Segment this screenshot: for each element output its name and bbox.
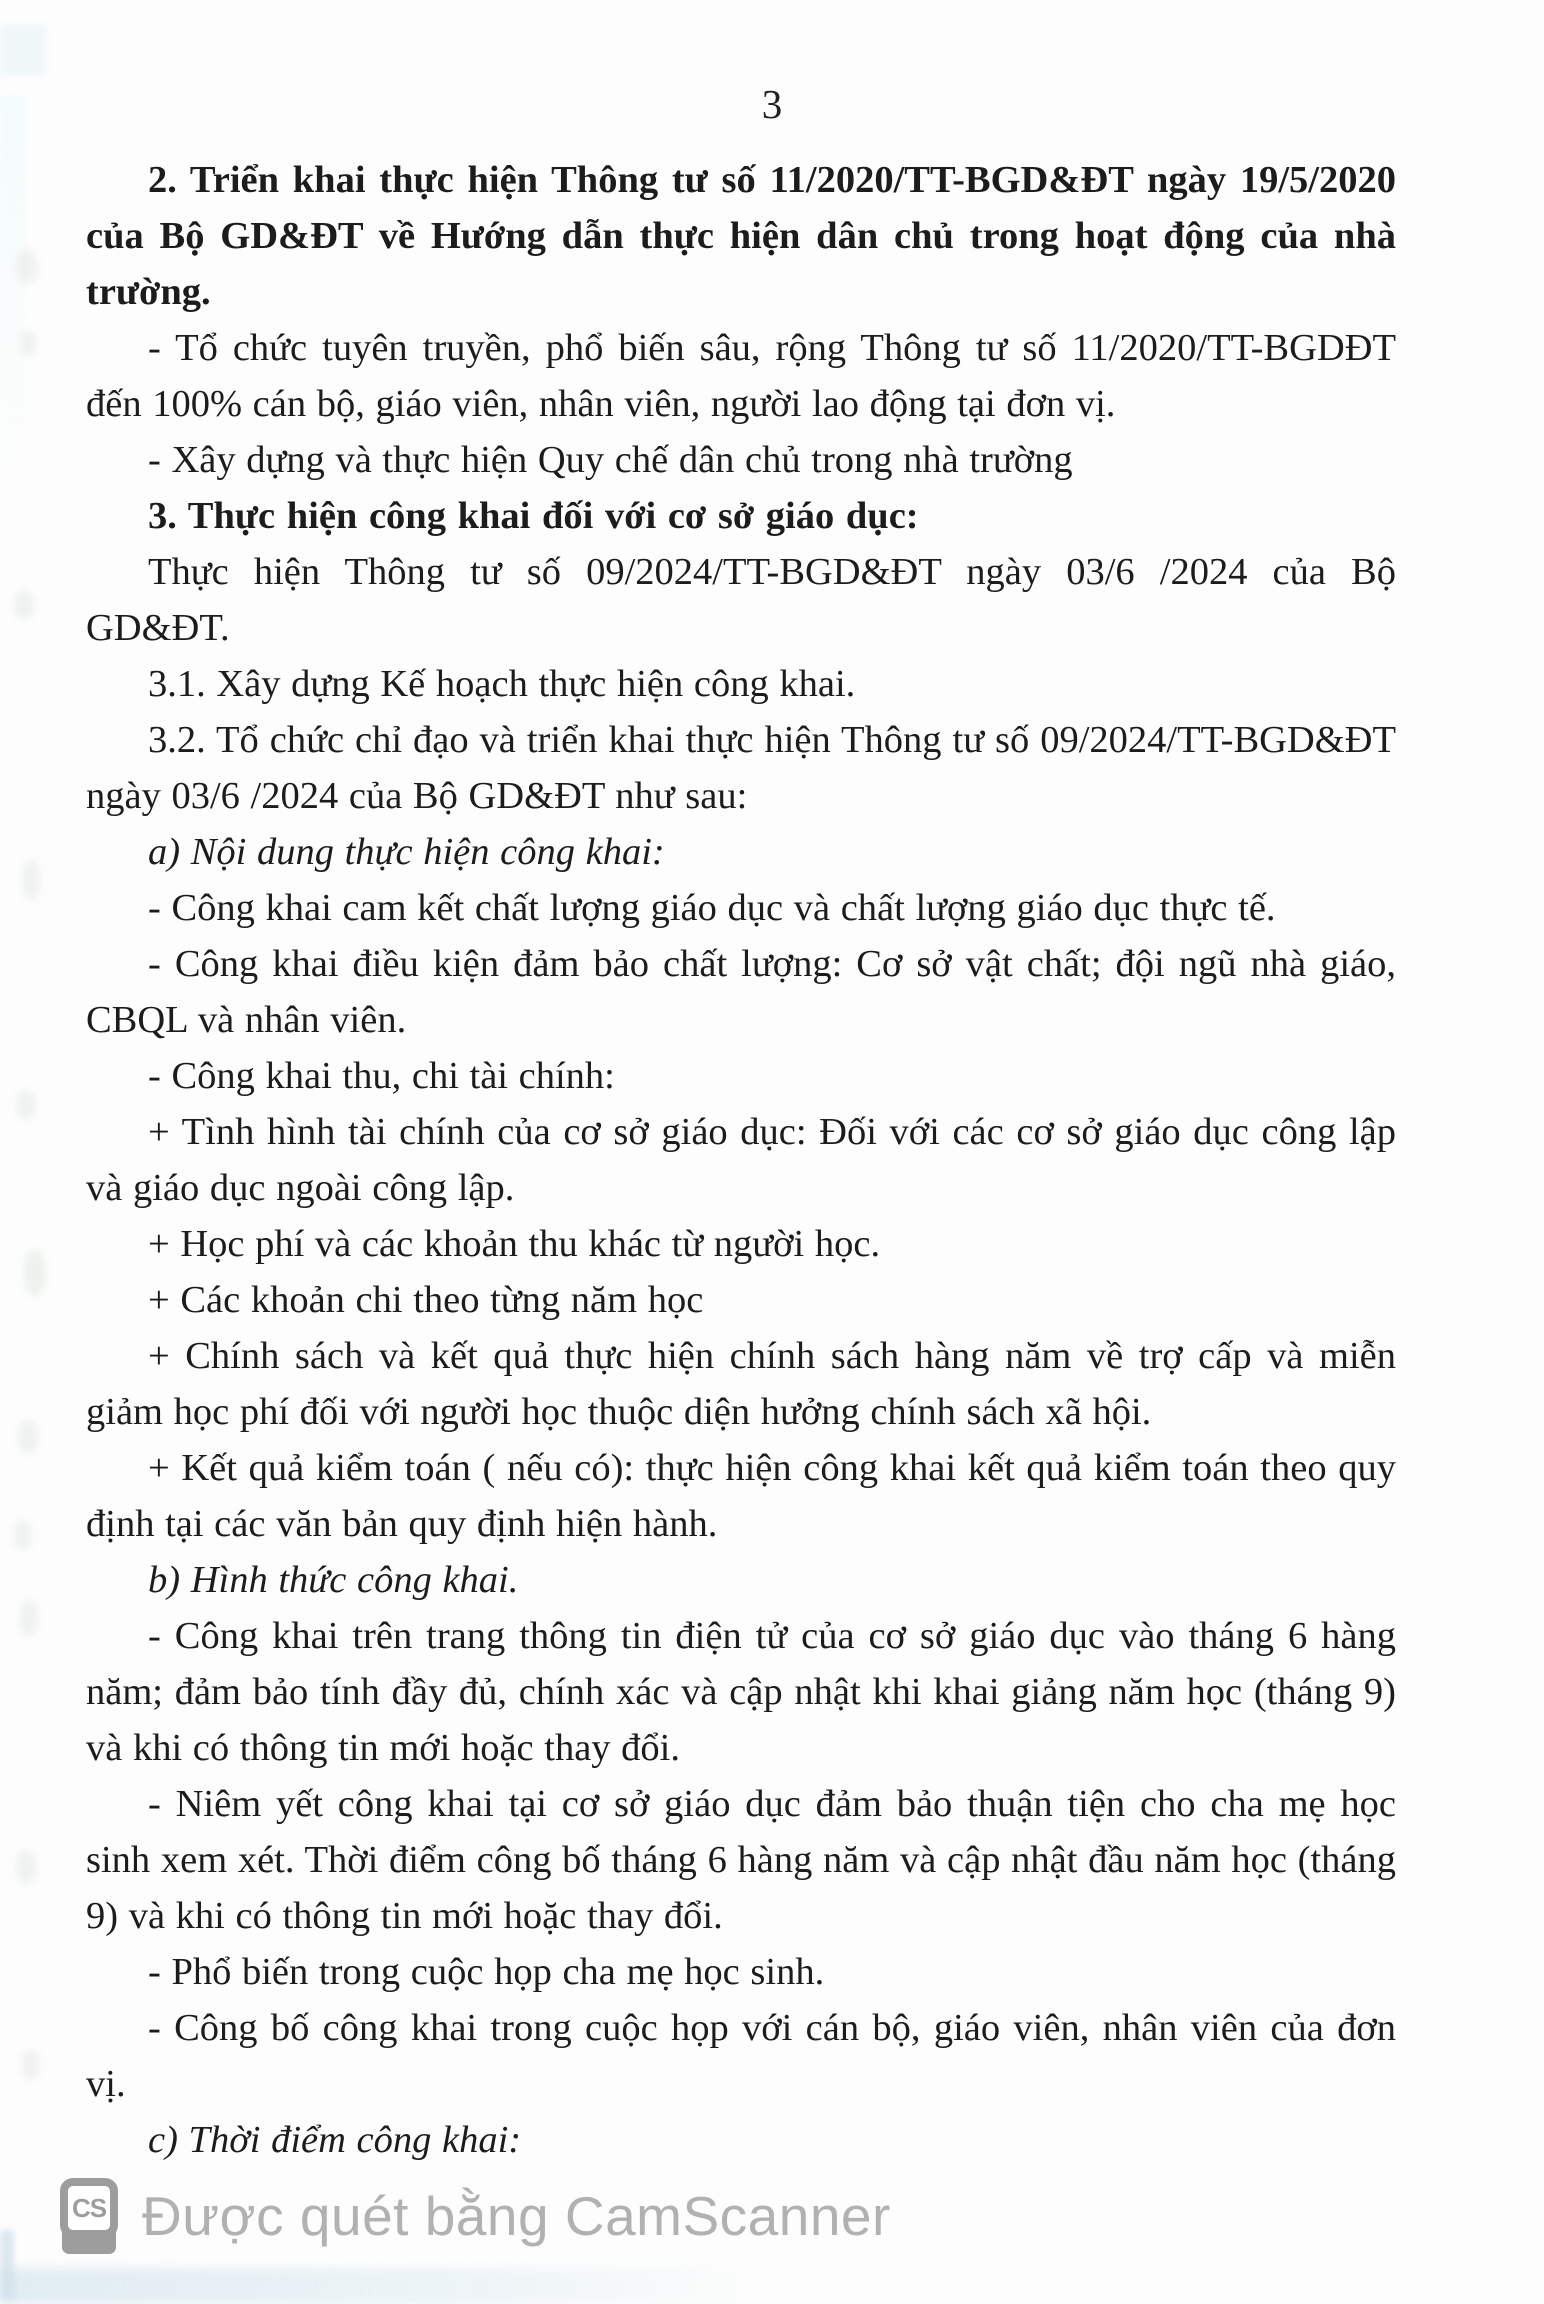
paragraph: 3.1. Xây dựng Kế hoạch thực hiện công khai. [148, 663, 856, 705]
paragraph: - Tổ chức tuyên truyền, phổ biến sâu, rộng Thông tư số 11/2020/TT-BGDĐT đến 100% cán bộ, giáo viên, nhân viên, người lao động tại đơn vị. [86, 327, 1396, 425]
paragraph: Thực hiện Thông tư số 09/2024/TT-BGD&ĐT ngày 03/6 /2024 của Bộ GD&ĐT. [86, 551, 1396, 649]
scan-artifact [14, 1520, 32, 1550]
watermark-text: Được quét bằng CamScanner [142, 2185, 891, 2247]
paragraph: - Công khai điều kiện đảm bảo chất lượng: Cơ sở vật chất; đội ngũ nhà giáo, CBQL và nhân viên. [86, 943, 1396, 1041]
paragraph: b) Hình thức công khai. [148, 1559, 519, 1601]
scan-artifact [14, 590, 34, 620]
paragraph: - Phổ biến trong cuộc họp cha mẹ học sinh. [148, 1951, 825, 1993]
paragraph: + Các khoản chi theo từng năm học [148, 1279, 704, 1321]
camscanner-watermark [60, 2178, 891, 2254]
paragraph: c) Thời điểm công khai: [148, 2119, 522, 2161]
camscanner-logo-letters: CS [60, 2178, 118, 2238]
scan-artifact [22, 2050, 40, 2080]
document-body [86, 152, 1396, 2168]
scan-artifact [16, 1850, 36, 1884]
paragraph: - Xây dựng và thực hiện Quy chế dân chủ trong nhà trường [148, 439, 1073, 481]
scan-artifact [24, 1250, 46, 1296]
scan-artifact [0, 2268, 780, 2304]
paragraph: + Kết quả kiểm toán ( nếu có): thực hiện công khai kết quả kiểm toán theo quy định tại các văn bản quy định hiện hành. [86, 1447, 1396, 1545]
scan-artifact [0, 24, 46, 76]
scan-artifact [20, 330, 36, 356]
paragraph: 3.2. Tổ chức chỉ đạo và triển khai thực hiện Thông tư số 09/2024/TT-BGD&ĐT ngày 03/6 /2024 của Bộ GD&ĐT như sau: [86, 719, 1396, 817]
paragraph: + Học phí và các khoản thu khác từ người học. [148, 1223, 881, 1265]
scan-artifact [16, 250, 38, 284]
paragraph: - Công khai cam kết chất lượng giáo dục và chất lượng giáo dục thực tế. [148, 887, 1276, 929]
paragraph: 2. Triển khai thực hiện Thông tư số 11/2020/TT-BGD&ĐT ngày 19/5/2020 của Bộ GD&ĐT về Hướng dẫn thực hiện dân chủ trong hoạt động của nhà trường. [86, 159, 1396, 313]
scan-artifact [18, 1420, 38, 1454]
paragraph: - Công khai trên trang thông tin điện tử của cơ sở giáo dục vào tháng 6 hàng năm; đảm bảo tính đầy đủ, chính xác và cập nhật khi khai giảng năm học (tháng 9) và khi có thông tin mới hoặc thay đổi. [86, 1615, 1396, 1769]
scan-artifact [0, 2230, 14, 2300]
paragraph: + Chính sách và kết quả thực hiện chính sách hàng năm về trợ cấp và miễn giảm học phí đối với người học thuộc diện hưởng chính sách xã hội. [86, 1335, 1396, 1433]
scan-artifact [20, 1600, 38, 1636]
paragraph: - Công khai thu, chi tài chính: [148, 1055, 615, 1097]
paragraph: a) Nội dung thực hiện công khai: [148, 831, 665, 873]
paragraph: + Tình hình tài chính của cơ sở giáo dục: Đối với các cơ sở giáo dục công lập và giáo dục ngoài công lập. [86, 1111, 1396, 1209]
page-number: 3 [761, 81, 783, 127]
scan-artifact [0, 96, 26, 516]
camscanner-logo-icon [60, 2178, 118, 2254]
paragraph: 3. Thực hiện công khai đối với cơ sở giáo dục: [148, 495, 919, 537]
paragraph: - Công bố công khai trong cuộc họp với cán bộ, giáo viên, nhân viên của đơn vị. [86, 2007, 1396, 2105]
scan-artifact [16, 1090, 36, 1120]
paragraph: - Niêm yết công khai tại cơ sở giáo dục đảm bảo thuận tiện cho cha mẹ học sinh xem xét. Thời điểm công bố tháng 6 hàng năm và cập nhật đầu năm học (tháng 9) và khi có thông tin mới hoặc thay đổi. [86, 1783, 1396, 1937]
scan-artifact [22, 860, 40, 900]
